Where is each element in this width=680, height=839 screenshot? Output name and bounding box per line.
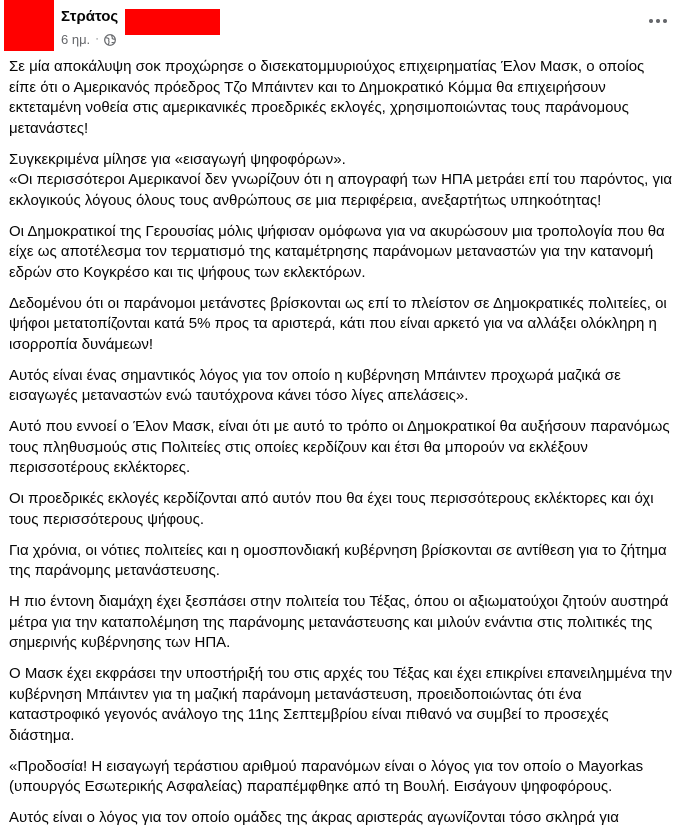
redaction-box: [125, 9, 220, 35]
meta-separator: ·: [95, 33, 99, 45]
post-paragraph: Αυτός είναι ο λόγος για τον οποίο ομάδες της άκρας αριστεράς αγωνίζονται τόσο σκληρά για: [9, 809, 619, 826]
post-paragraph: Αυτός είναι ένας σημαντικός λόγος για τον οποίο η κυβέρνηση Μπάιντεν προχωρά μαζικά σε εισαγωγές μεταναστών ενώ ταυτόχρονα κάνει τόσο λίγες απελάσεις».: [9, 366, 621, 404]
post-paragraph: Για χρόνια, οι νότιες πολιτείες και η ομοσπονδιακή κυβέρνηση βρίσκονται σε αντίθεση για το ζήτημα της παράνομης μετανάστευσης.: [9, 541, 667, 579]
post-body: [9, 57, 674, 839]
post-timestamp[interactable]: 6 ημ.: [61, 32, 91, 47]
more-dot: [656, 19, 660, 23]
author-name[interactable]: Στράτος: [61, 8, 119, 25]
globe-icon: [104, 34, 116, 46]
more-dot: [649, 19, 653, 23]
post-paragraph: Οι Δημοκρατικοί της Γερουσίας μόλις ψήφισαν ομόφωνα για να ακυρώσουν μια τροπολογία που θα είχε ως αποτέλεσμα τον τερματισμό της καταμέτρησης παράνομων μεταναστών για την κατανομή εδρών στο Κογκρέσο και τις ψήφους των εκλεκτόρων.: [9, 222, 665, 281]
post-paragraph: «Προδοσία! Η εισαγωγή τεράστιου αριθμού παρανόμων είναι ο λόγος για τον οποίο ο Mayorkas (υπουργός Εσωτερικής Ασφαλείας) παραπέμφθηκε από τη Βουλή. Εισάγουν ψηφοφόρους.: [9, 757, 644, 795]
post-paragraph: Αυτό που εννοεί ο Έλον Μασκ, είναι ότι με αυτό το τρόπο οι Δημοκρατικοί θα αυξήσουν παρανόμως τους πληθυσμούς στις Πολιτείες στις οποίες κερδίζουν και έτσι θα μπορούν να εκλέξουν περισσοτέρους εκλέκτορες.: [9, 418, 670, 476]
more-dot: [663, 19, 667, 23]
post-paragraph: Δεδομένου ότι οι παράνομοι μετάνστες βρίσκονται ως επί το πλείστον σε Δημοκρατικές πολιτείες, οι ψήφοι μετατοπίζονται κατά 5% προς τα αριστερά, κάτι που είναι αρκετό για να αλλάξει ολόκληρη η ισορροπία δυνάμεων!: [9, 294, 667, 353]
avatar[interactable]: [4, 0, 54, 51]
more-options-icon[interactable]: [644, 10, 672, 32]
post-meta: [61, 31, 116, 48]
post-paragraph: Οι προεδρικές εκλογές κερδίζονται από αυτόν που θα έχει τους περισσότερους εκλέκτορες και όχι τους περισσότερους ψήφους.: [9, 490, 654, 528]
post-paragraph: Ο Μασκ έχει εκφράσει την υποστήριξή του στις αρχές του Τέξας και έχει επικρίνει επανειλημμένα την κυβέρνηση Μπάιντεν για τη μαζική παράνομη μετανάστευση, προειδοποιώντας ότι ένα καταστροφικό γεγονός ανάλογο της 11ης Σεπτεμβρίου είναι πιθανό να συμβεί το προσεχές διάστημα.: [9, 665, 673, 744]
post-paragraph: Σε μία αποκάλυψη σοκ προχώρησε ο δισεκατομμυριούχος επιχειρηματίας Έλον Μασκ, ο οποίος είπε ότι ο Αμερικανός πρόεδρος Τζο Μπάιντεν και το Δημοκρατικό Κόμμα θα επιχειρήσουν εκτεταμένη νοθεία στις αμερικανικές προεδρικές εκλογές, χρησιμοποιώντας τους παράνομους μετανάστες!: [9, 58, 645, 137]
post-paragraph: Η πιο έντονη διαμάχη έχει ξεσπάσει στην πολιτεία του Τέξας, όπου οι αξιωματούχοι ζητούν αυστηρά μέτρα για την καταπολέμηση της παράνομης μετανάστευσης και μιλούν ενάντια στις πολιτικές της σημερινής κυβέρνησης των ΗΠΑ.: [9, 593, 669, 651]
post-paragraph: Συγκεκριμένα μίλησε για «εισαγωγή ψηφοφόρων». «Οι περισσότεροι Αμερικανοί δεν γνωρίζουν ότι η απογραφή των ΗΠΑ μετράει επί του παρόντος, για εκλογικούς λόγους όλους τους ανθρώπους σε μια περιφέρεια, ανεξαρτήτως υπηκοότητας!: [9, 150, 673, 209]
